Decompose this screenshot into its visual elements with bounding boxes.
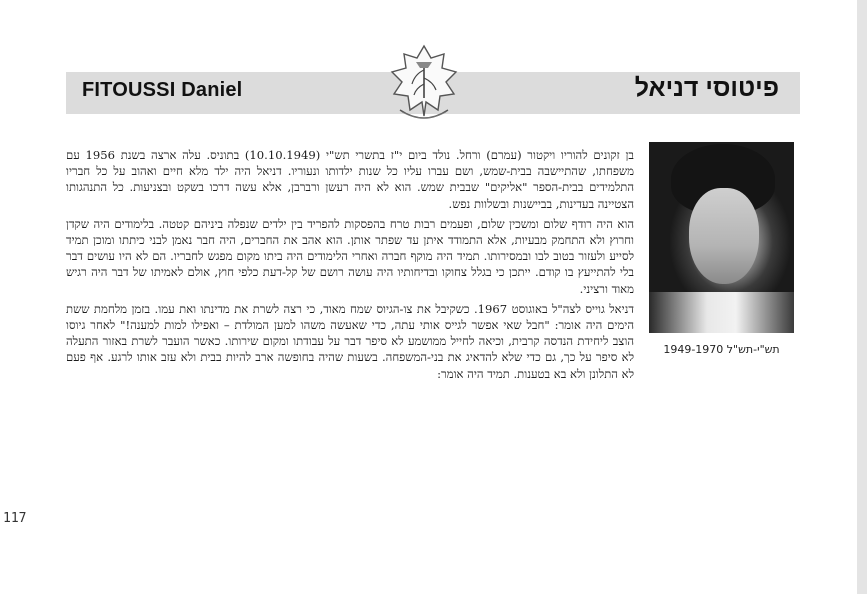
biography-paragraph: דניאל גוייס לצה"ל באוגוסט 1967. כשקיבל את צו-הגיוס שמח מאוד, כי רצה לשרת את מדינתו ואת עמו. בזמן מלחמת ששת הימים היה אומר: "חבל שאי אפשר לגייס אותי עתה, כדי שאעשה משהו למען המולדת – ואפילו למות למענה!" לאחר גיוסו הוצב ליחידת הנדסה קרבית, וכיאה לחייל ממושמע לא סיפר דבר על עבודתו ומקום שירותו. כאשר הועבר לשרת באזור התעלה לא סיפר על כך, גם כדי שלא להדאיג את בני-המשפחה. בשעות שהיה בחופשה ארב להיות בבית ולא עזב אותו לרגע. אף פעם לא התלונן ולא בא בטענות. תמיד היה אומר: <box>66 301 635 381</box>
name-hebrew: פיטוסי דניאל <box>634 74 779 102</box>
biography-paragraph: בן זקונים להוריו ויקטור (עמרם) ורחל. נולד ביום י"ז בתשרי תש"י (10.10.1949) בתוניס. עלה ארצה בשנת 1956 עם משפחתו, שהתיישבה בבית-שמש, ושם עברו עליו כל שנות ילדותו ונעוריו. דניאל היה ילד מלא חיים ואהוב על כל חבריו התלמידים בבית-הספר "אליקים" שבבית שמש. הוא לא היה רעשן ורברבן, אלא עשה דרכו בשקט ובצניעות. כל התנהגותו הצטיינה בעדינות, בביישנות ובשלוות נפש. <box>66 148 635 211</box>
name-latin: FITOUSSI Daniel <box>82 79 243 101</box>
photo-caption: תש"י-תש"ל 1949-1970 <box>663 343 780 356</box>
page-edge <box>857 0 867 594</box>
idf-emblem-icon <box>382 40 466 126</box>
page-number: 117 <box>3 511 27 526</box>
portrait-photo <box>649 142 794 333</box>
biography-paragraph: הוא היה רודף שלום ומשכין שלום, ופעמים רבות טרח בהפסקות להפריד בין ילדים שנפלה ביניהם קטטה. בלימודים היה שקדן וחרוץ ולא התחמק מבעיות, אלא התמודד איתן עד שפתר אותן. הוא אהב את החברים, היה חבר נאמן לבני כיתתו ומוכן תמיד לסייע ולעזור בטוב לבו ובמסירותו. תמיד היה מוקף חברה ואחרי הלימודים היה ביתו מקום מפגש לחבריו. הם לא היו עושים דבר בלי להתייעץ בו קודם. ייתכן כי בגלל צחוקו ובדיחותיו היה עושה רושם של קל-דעת כלפי חוץ, אולם לאמיתו של דבר היה רגיש מאוד ורציני. <box>66 216 634 296</box>
biography-text <box>66 147 634 386</box>
